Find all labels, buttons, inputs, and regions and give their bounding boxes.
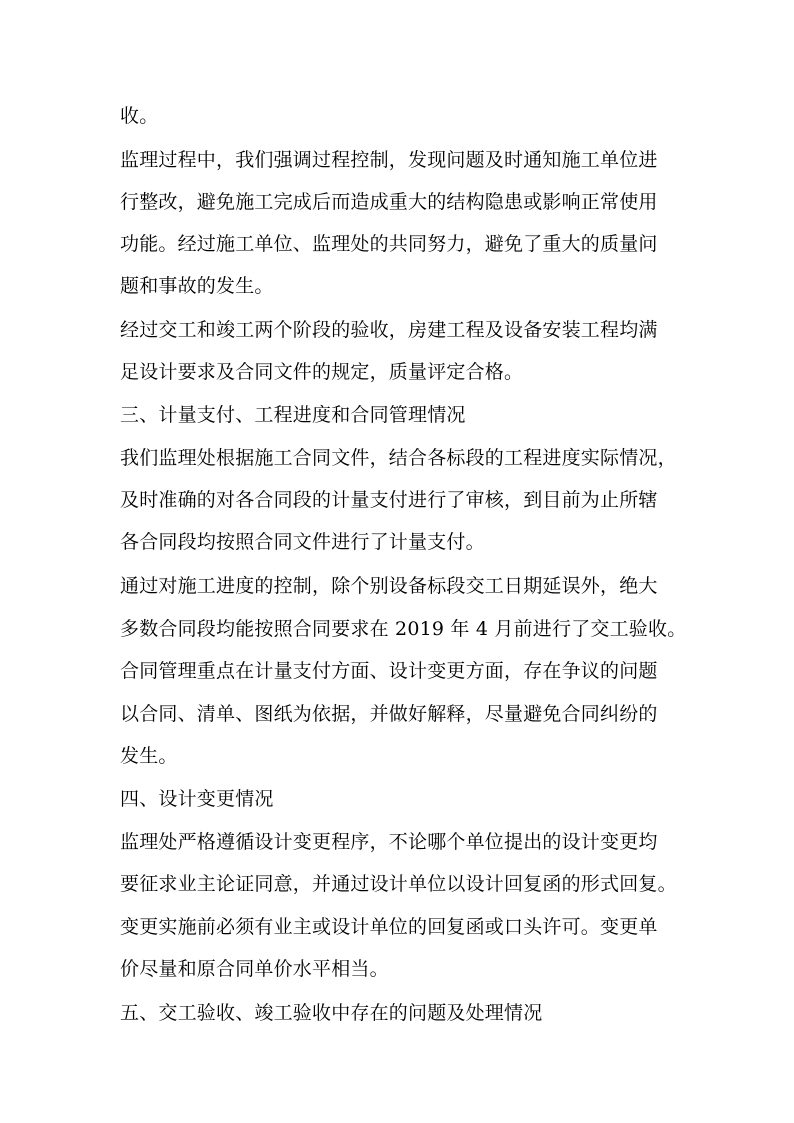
section-heading: 三、计量支付、工程进度和合同管理情况	[120, 404, 466, 426]
text-line: 要征求业主论证同意，并通过设计单位以设计回复函的形式回复。	[120, 873, 677, 895]
text-line: 监理过程中，我们强调过程控制，发现问题及时通知施工单位进	[120, 149, 658, 171]
text-line: 各合同段均按照合同文件进行了计量支付。	[120, 531, 485, 553]
text-line: 监理处严格遵循设计变更程序，不论哪个单位提出的设计变更均	[120, 831, 658, 853]
text-line: 以合同、清单、图纸为依据，并做好解释，尽量避免合同纠纷的	[120, 703, 658, 725]
text-line: 行整改，避免施工完成后而造成重大的结构隐患或影响正常使用	[120, 191, 658, 213]
section-heading: 五、交工验收、竣工验收中存在的问题及处理情况	[120, 1002, 543, 1024]
text-line: 变更实施前必须有业主或设计单位的回复函或口头许可。变更单	[120, 916, 658, 938]
text-line: 题和事故的发生。	[120, 275, 274, 297]
text-line: 价尽量和原合同单价水平相当。	[120, 958, 389, 980]
text-line: 我们监理处根据施工合同文件，结合各标段的工程进度实际情况，	[120, 447, 677, 469]
text-line: 发生。	[120, 745, 178, 767]
section-heading: 四、设计变更情况	[120, 788, 274, 810]
text-line: 收。	[120, 105, 159, 127]
text-line: 功能。经过施工单位、监理处的共同努力，避免了重大的质量问	[120, 233, 658, 255]
text-line: 足设计要求及合同文件的规定，质量评定合格。	[120, 361, 524, 383]
text-line: 多数合同段均能按照合同要求在 2019 年 4 月前进行了交工验收。	[120, 618, 687, 640]
text-line: 经过交工和竣工两个阶段的验收，房建工程及设备安装工程均满	[120, 319, 658, 341]
text-line: 合同管理重点在计量支付方面、设计变更方面，存在争议的问题	[120, 660, 658, 682]
text-line: 通过对施工进度的控制，除个别设备标段交工日期延误外，绝大	[120, 575, 658, 597]
text-line: 及时准确的对各合同段的计量支付进行了审核，到目前为止所辖	[120, 489, 658, 511]
